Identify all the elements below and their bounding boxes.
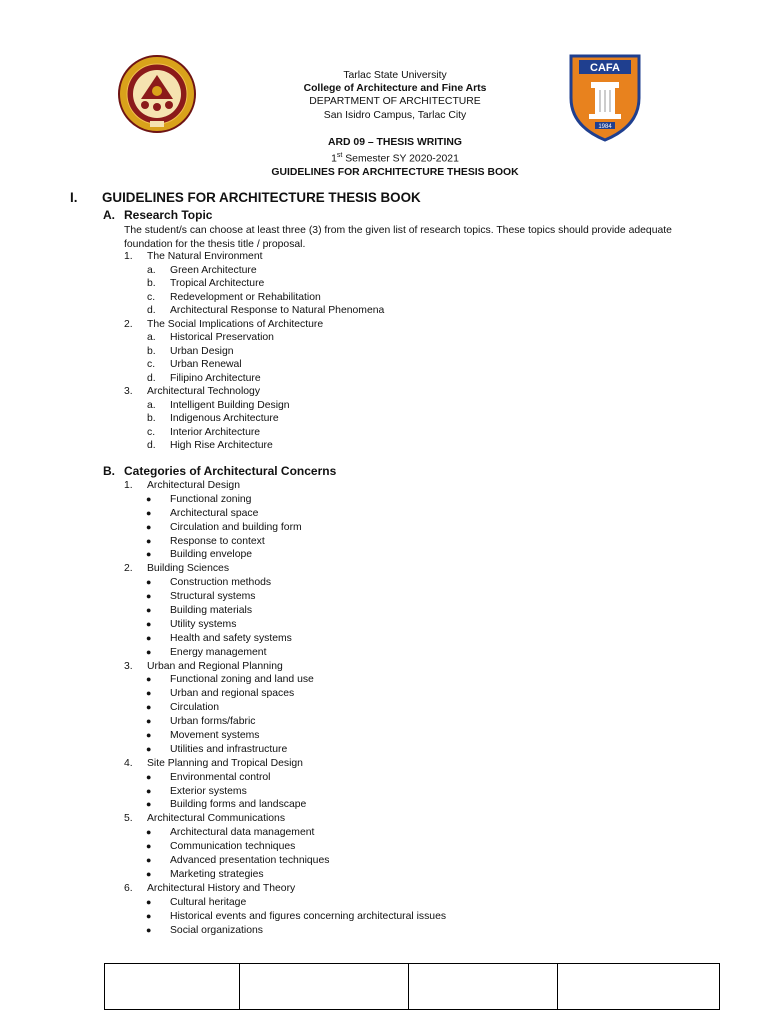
- bullet-icon: ●: [146, 632, 152, 643]
- concern-bullet-item: [124, 910, 446, 924]
- subtopic-label: Green Architecture: [170, 264, 257, 276]
- concern-label: Response to context: [170, 535, 265, 547]
- concern-label: Circulation and building form: [170, 521, 302, 533]
- subtopic-label: Redevelopment or Rehabilitation: [170, 291, 321, 303]
- footer-cell: [409, 964, 558, 1010]
- topic-number: 3.: [124, 386, 133, 397]
- subtopic-letter: c.: [147, 426, 156, 438]
- concern-label: Circulation: [170, 702, 220, 714]
- concern-category-item: [124, 757, 446, 771]
- concern-bullet-item: [124, 576, 446, 590]
- concern-label: Advanced presentation techniques: [170, 855, 330, 867]
- footer-cell: [240, 964, 409, 1010]
- concern-label: Architectural data management: [170, 827, 315, 839]
- course-title: ARD 09 – THESIS WRITING: [328, 137, 462, 148]
- bullet-icon: ●: [146, 549, 152, 560]
- research-topic-item: [124, 385, 384, 399]
- category-number: 4.: [124, 757, 133, 769]
- subtopic-letter: d.: [147, 440, 156, 451]
- concern-bullet-item: [124, 785, 446, 799]
- concern-label: Utilities and infrastructure: [170, 743, 288, 755]
- subtopic-label: Indigenous Architecture: [170, 413, 279, 424]
- subtopic-letter: b.: [147, 278, 156, 289]
- bullet-icon: ●: [146, 493, 152, 504]
- bullet-icon: ●: [146, 521, 152, 532]
- concern-bullet-item: [124, 646, 446, 660]
- concern-label: Urban and regional spaces: [170, 688, 295, 700]
- subtopic-letter: a.: [147, 399, 156, 411]
- architectural-concerns-heading: B. Categories of Architectural Concerns: [103, 464, 337, 478]
- concern-bullet-item: [124, 868, 446, 882]
- research-topic-item: [124, 318, 384, 332]
- concern-label: Communication techniques: [170, 841, 296, 853]
- subtopic-letter: c.: [147, 359, 156, 370]
- bullet-icon: ●: [146, 507, 152, 518]
- subtopic-label: High Rise Architecture: [170, 440, 273, 451]
- header-course: [230, 136, 560, 179]
- concern-bullet-item: [124, 548, 446, 562]
- concern-category-item: [124, 812, 446, 826]
- research-subtopic-item: [124, 358, 384, 372]
- bullet-icon: ●: [146, 702, 152, 713]
- svg-text:1984: 1984: [598, 124, 612, 130]
- bullet-icon: ●: [146, 577, 152, 588]
- research-subtopic-item: [124, 304, 384, 318]
- subtopic-letter: c.: [147, 291, 156, 303]
- concern-label: Social organizations: [170, 924, 263, 936]
- concern-label: Construction methods: [170, 577, 272, 589]
- concern-label: Cultural heritage: [170, 896, 247, 908]
- university-name: Tarlac State University: [343, 70, 447, 81]
- research-topic-heading: A. Research Topic: [103, 208, 213, 222]
- category-label: Architectural Design: [147, 480, 240, 491]
- bullet-icon: ●: [146, 535, 152, 546]
- concern-label: Architectural space: [170, 507, 259, 519]
- bullet-icon: ●: [146, 924, 152, 935]
- concern-label: Historical events and figures concerning architectural issues: [170, 910, 447, 922]
- research-topic-item: [124, 250, 384, 264]
- architectural-concerns-list: [124, 479, 446, 937]
- concern-bullet-item: [124, 493, 446, 507]
- bullet-icon: ●: [146, 841, 152, 852]
- research-subtopic-item: [124, 372, 384, 386]
- research-subtopic-item: [124, 399, 384, 413]
- concern-bullet-item: [124, 673, 446, 687]
- concern-bullet-item: [124, 701, 446, 715]
- concern-bullet-item: [124, 826, 446, 840]
- svg-text:CAFA: CAFA: [590, 62, 620, 74]
- subtopic-label: Intelligent Building Design: [170, 399, 290, 411]
- subtopic-label: Urban Renewal: [170, 359, 242, 370]
- research-subtopic-item: [124, 331, 384, 345]
- concern-label: Utility systems: [170, 618, 237, 630]
- concern-bullet-item: [124, 798, 446, 812]
- college-name: College of Architecture and Fine Arts: [303, 83, 487, 95]
- section-heading: I. GUIDELINES FOR ARCHITECTURE THESIS BOOK: [70, 190, 421, 205]
- concern-label: Environmental control: [170, 771, 271, 783]
- category-label: Building Sciences: [147, 563, 230, 575]
- bullet-icon: ●: [146, 785, 152, 796]
- category-number: 6.: [124, 882, 133, 894]
- concern-label: Urban forms/fabric: [170, 716, 256, 728]
- concern-bullet-item: [124, 840, 446, 854]
- concern-label: Exterior systems: [170, 785, 247, 797]
- subtopic-label: Architectural Response to Natural Phenomena: [170, 305, 385, 316]
- subtopic-letter: b.: [147, 413, 156, 424]
- topic-label: The Natural Environment: [147, 251, 263, 262]
- concern-label: Functional zoning: [170, 493, 252, 505]
- header-institution: [230, 69, 560, 122]
- subtopic-label: Filipino Architecture: [170, 372, 261, 384]
- bullet-icon: ●: [146, 743, 152, 754]
- bullet-icon: ●: [146, 618, 152, 629]
- bullet-icon: ●: [146, 591, 152, 602]
- concern-label: Building materials: [170, 605, 253, 617]
- footer-cell: [558, 964, 720, 1010]
- bullet-icon: ●: [146, 688, 152, 699]
- concern-bullet-item: [124, 535, 446, 549]
- category-label: Architectural History and Theory: [147, 882, 296, 894]
- subtopic-label: Urban Design: [170, 345, 234, 357]
- bullet-icon: ●: [146, 646, 152, 657]
- tsu-seal-logo: [115, 55, 200, 133]
- concern-bullet-item: [124, 896, 446, 910]
- research-subtopic-item: [124, 426, 384, 440]
- topic-label: Architectural Technology: [147, 386, 261, 397]
- subtopic-label: Interior Architecture: [170, 426, 261, 438]
- category-number: 1.: [124, 480, 133, 491]
- concern-category-item: [124, 660, 446, 674]
- concern-category-item: [124, 882, 446, 896]
- research-intro-paragraph: The student/s can choose at least three (3) from the given list of research topics. These topics should provide adequate foundation for the thesis title / proposal.: [124, 225, 672, 250]
- concern-bullet-item: [124, 521, 446, 535]
- bullet-icon: ●: [146, 799, 152, 810]
- bullet-icon: ●: [146, 716, 152, 727]
- concern-bullet-item: [124, 729, 446, 743]
- topic-number: 1.: [124, 251, 133, 262]
- research-topic-list: [124, 250, 384, 453]
- semester-line: 1st Semester SY 2020-2021: [331, 152, 459, 165]
- subtopic-letter: d.: [147, 305, 156, 316]
- concern-label: Structural systems: [170, 591, 256, 603]
- subtopic-letter: d.: [147, 372, 156, 384]
- concern-bullet-item: [124, 507, 446, 521]
- bullet-icon: ●: [146, 896, 152, 907]
- research-subtopic-item: [124, 277, 384, 291]
- footer-cell: [105, 964, 240, 1010]
- research-subtopic-item: [124, 264, 384, 278]
- concern-label: Building envelope: [170, 549, 253, 561]
- category-label: Architectural Communications: [147, 813, 286, 825]
- subtopic-letter: a.: [147, 332, 156, 343]
- bullet-icon: ●: [146, 910, 152, 921]
- research-subtopic-item: [124, 439, 384, 453]
- document-title: GUIDELINES FOR ARCHITECTURE THESIS BOOK: [271, 166, 519, 178]
- concern-bullet-item: [124, 604, 446, 618]
- research-subtopic-item: [124, 412, 384, 426]
- concern-category-item: [124, 562, 446, 576]
- subtopic-letter: a.: [147, 264, 156, 276]
- concern-bullet-item: [124, 590, 446, 604]
- category-number: 5.: [124, 813, 133, 825]
- category-number: 3.: [124, 660, 133, 672]
- campus-location: San Isidro Campus, Tarlac City: [323, 109, 467, 121]
- cafa-shield-logo: [565, 52, 645, 142]
- category-number: 2.: [124, 563, 133, 575]
- category-label: Urban and Regional Planning: [147, 660, 283, 672]
- concern-label: Movement systems: [170, 730, 260, 742]
- concern-bullet-item: [124, 854, 446, 868]
- bullet-icon: ●: [146, 605, 152, 616]
- subtopic-label: Historical Preservation: [170, 332, 274, 343]
- bullet-icon: ●: [146, 771, 152, 782]
- bullet-icon: ●: [146, 855, 152, 866]
- concern-bullet-item: [124, 771, 446, 785]
- bullet-icon: ●: [146, 868, 152, 879]
- research-subtopic-item: [124, 345, 384, 359]
- concern-bullet-item: [124, 743, 446, 757]
- topic-number: 2.: [124, 318, 133, 330]
- concern-bullet-item: [124, 715, 446, 729]
- category-label: Site Planning and Tropical Design: [147, 757, 303, 769]
- bullet-icon: ●: [146, 730, 152, 741]
- subtopic-letter: b.: [147, 345, 156, 357]
- concern-label: Energy management: [170, 646, 267, 658]
- topic-label: The Social Implications of Architecture: [147, 318, 324, 330]
- concern-bullet-item: [124, 618, 446, 632]
- research-subtopic-item: [124, 291, 384, 305]
- concern-label: Health and safety systems: [170, 632, 292, 644]
- concern-bullet-item: [124, 924, 446, 938]
- concern-bullet-item: [124, 632, 446, 646]
- concern-bullet-item: [124, 687, 446, 701]
- subtopic-label: Tropical Architecture: [170, 278, 265, 289]
- concern-label: Functional zoning and land use: [170, 674, 314, 686]
- bullet-icon: ●: [146, 827, 152, 838]
- footer-signature-table: [104, 963, 720, 1010]
- department-name: DEPARTMENT OF ARCHITECTURE: [309, 96, 481, 108]
- concern-label: Building forms and landscape: [170, 799, 307, 811]
- concern-label: Marketing strategies: [170, 868, 264, 880]
- concern-category-item: [124, 479, 446, 493]
- bullet-icon: ●: [146, 674, 152, 685]
